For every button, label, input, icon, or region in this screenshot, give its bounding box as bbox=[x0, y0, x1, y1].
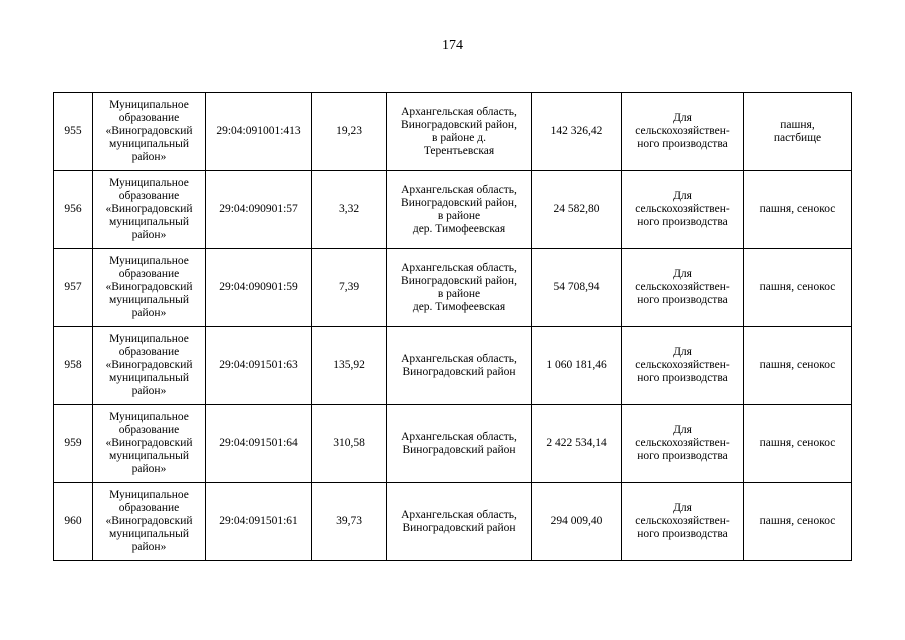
cadastral-value-cell: 2 422 534,14 bbox=[532, 405, 622, 483]
land-registry-table bbox=[53, 92, 852, 561]
purpose-cell: Для сельскохозяйствен- ного производства bbox=[622, 93, 744, 171]
cadastral-number-cell: 29:04:091001:413 bbox=[206, 93, 312, 171]
owner-cell: Муниципальное образование «Виноградовский муниципальный район» bbox=[93, 171, 206, 249]
cadastral-value-cell: 294 009,40 bbox=[532, 483, 622, 561]
location-cell: Архангельская область, Виноградовский район, в районе д. Терентьевская bbox=[387, 93, 532, 171]
land-use-cell: пашня, пастбище bbox=[744, 93, 852, 171]
purpose-cell: Для сельскохозяйствен- ного производства bbox=[622, 483, 744, 561]
cadastral-number-cell: 29:04:091501:61 bbox=[206, 483, 312, 561]
location-cell: Архангельская область, Виноградовский район bbox=[387, 405, 532, 483]
purpose-cell: Для сельскохозяйствен- ного производства bbox=[622, 405, 744, 483]
row-number-cell: 955 bbox=[54, 93, 93, 171]
land-use-cell: пашня, сенокос bbox=[744, 327, 852, 405]
land-use-cell: пашня, сенокос bbox=[744, 405, 852, 483]
cadastral-number-cell: 29:04:090901:59 bbox=[206, 249, 312, 327]
row-number-cell: 959 bbox=[54, 405, 93, 483]
land-use-cell: пашня, сенокос bbox=[744, 249, 852, 327]
cadastral-value-cell: 24 582,80 bbox=[532, 171, 622, 249]
owner-cell: Муниципальное образование «Виноградовский муниципальный район» bbox=[93, 405, 206, 483]
cadastral-number-cell: 29:04:091501:63 bbox=[206, 327, 312, 405]
location-cell: Архангельская область, Виноградовский район, в районе дер. Тимофеевская bbox=[387, 171, 532, 249]
purpose-cell: Для сельскохозяйствен- ного производства bbox=[622, 327, 744, 405]
owner-cell: Муниципальное образование «Виноградовский муниципальный район» bbox=[93, 483, 206, 561]
area-cell: 310,58 bbox=[312, 405, 387, 483]
table-row bbox=[54, 327, 852, 405]
location-cell: Архангельская область, Виноградовский район bbox=[387, 483, 532, 561]
table-row bbox=[54, 249, 852, 327]
land-use-cell: пашня, сенокос bbox=[744, 171, 852, 249]
row-number-cell: 956 bbox=[54, 171, 93, 249]
location-cell: Архангельская область, Виноградовский район, в районе дер. Тимофеевская bbox=[387, 249, 532, 327]
land-use-cell: пашня, сенокос bbox=[744, 483, 852, 561]
cadastral-number-cell: 29:04:090901:57 bbox=[206, 171, 312, 249]
row-number-cell: 958 bbox=[54, 327, 93, 405]
area-cell: 3,32 bbox=[312, 171, 387, 249]
owner-cell: Муниципальное образование «Виноградовский муниципальный район» bbox=[93, 93, 206, 171]
page-number: 174 bbox=[442, 38, 463, 53]
table-row bbox=[54, 93, 852, 171]
table-row bbox=[54, 171, 852, 249]
purpose-cell: Для сельскохозяйствен- ного производства bbox=[622, 249, 744, 327]
owner-cell: Муниципальное образование «Виноградовский муниципальный район» bbox=[93, 249, 206, 327]
cadastral-value-cell: 54 708,94 bbox=[532, 249, 622, 327]
table-row bbox=[54, 483, 852, 561]
area-cell: 39,73 bbox=[312, 483, 387, 561]
location-cell: Архангельская область, Виноградовский район bbox=[387, 327, 532, 405]
row-number-cell: 957 bbox=[54, 249, 93, 327]
table-row bbox=[54, 405, 852, 483]
cadastral-value-cell: 1 060 181,46 bbox=[532, 327, 622, 405]
cadastral-value-cell: 142 326,42 bbox=[532, 93, 622, 171]
cadastral-number-cell: 29:04:091501:64 bbox=[206, 405, 312, 483]
area-cell: 7,39 bbox=[312, 249, 387, 327]
row-number-cell: 960 bbox=[54, 483, 93, 561]
owner-cell: Муниципальное образование «Виноградовский муниципальный район» bbox=[93, 327, 206, 405]
area-cell: 135,92 bbox=[312, 327, 387, 405]
purpose-cell: Для сельскохозяйствен- ного производства bbox=[622, 171, 744, 249]
area-cell: 19,23 bbox=[312, 93, 387, 171]
